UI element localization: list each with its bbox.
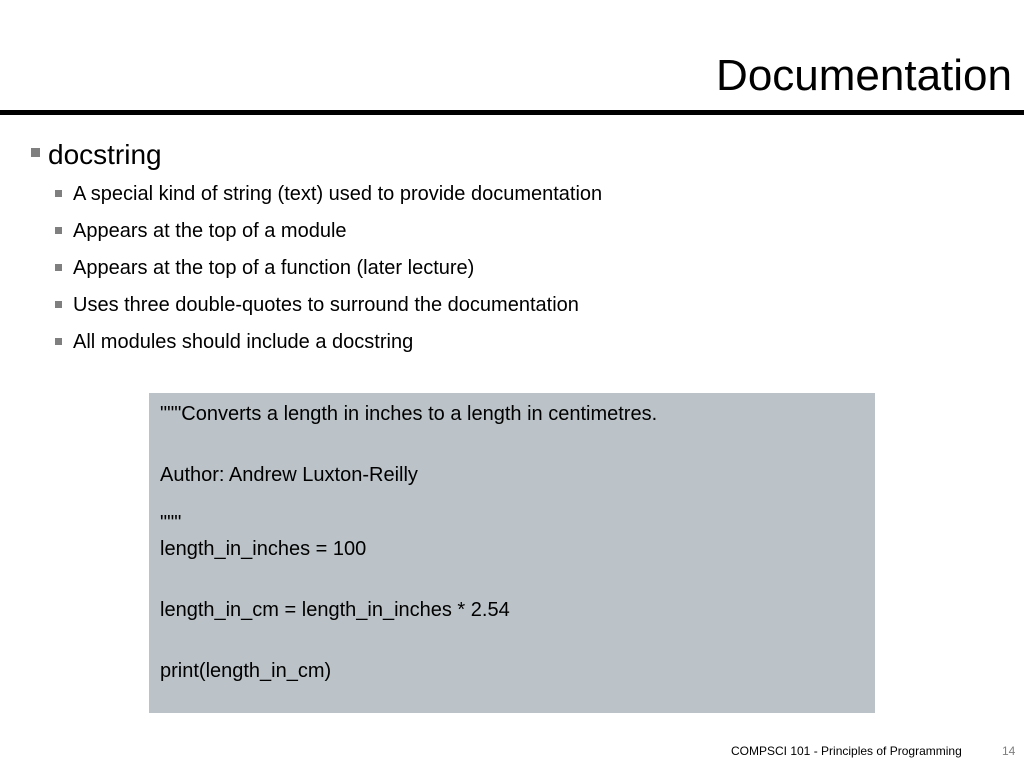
code-line: Author: Andrew Luxton-Reilly bbox=[160, 464, 418, 486]
slide-title: Documentation bbox=[716, 51, 1012, 100]
bullet-item bbox=[28, 138, 988, 174]
page-number: 14 bbox=[1002, 744, 1016, 758]
sub-bullet-item bbox=[28, 256, 988, 293]
sub-bullet-item bbox=[28, 182, 988, 219]
square-bullet-icon bbox=[55, 301, 62, 308]
square-bullet-icon bbox=[55, 264, 62, 271]
footer-course-label: COMPSCI 101 - Principles of Programming bbox=[731, 744, 962, 758]
code-line: """Converts a length in inches to a length in centimetres. bbox=[160, 403, 658, 425]
sub-bullet-text: Appears at the top of a function (later lecture) bbox=[73, 257, 475, 279]
sub-bullet-text: Uses three double-quotes to surround the documentation bbox=[73, 294, 579, 316]
title-divider bbox=[0, 110, 1024, 115]
sub-bullet-item bbox=[28, 293, 988, 330]
sub-bullet-text: Appears at the top of a module bbox=[73, 220, 347, 242]
square-bullet-icon bbox=[55, 227, 62, 234]
code-line: length_in_cm = length_in_inches * 2.54 bbox=[160, 599, 510, 621]
sub-bullet-item bbox=[28, 219, 988, 256]
sub-bullet-item bbox=[28, 330, 988, 367]
square-bullet-icon bbox=[55, 338, 62, 345]
code-line: print(length_in_cm) bbox=[160, 660, 332, 682]
square-bullet-icon bbox=[55, 190, 62, 197]
sub-bullet-text: All modules should include a docstring bbox=[73, 331, 414, 353]
bullet-list bbox=[28, 138, 988, 367]
code-line: length_in_inches = 100 bbox=[160, 538, 367, 560]
square-bullet-icon bbox=[31, 148, 40, 157]
bullet-text: docstring bbox=[48, 139, 162, 170]
code-example-box bbox=[149, 393, 875, 713]
code-line: """ bbox=[160, 512, 182, 534]
sub-bullet-text: A special kind of string (text) used to provide documentation bbox=[73, 183, 603, 205]
sub-bullet-list bbox=[28, 182, 988, 367]
